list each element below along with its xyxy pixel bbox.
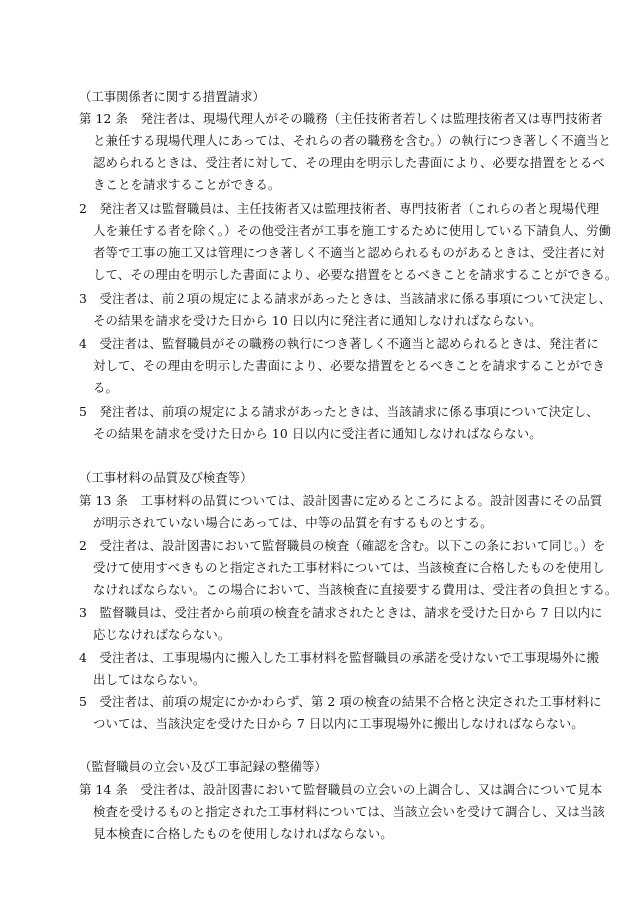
section-heading: （工事材料の品質及び検査等） bbox=[79, 470, 253, 485]
article-first-line: 第 12 条 発注者は、現場代理人がその職務（主任技術者若しくは監理技術者又は専門技術者 bbox=[79, 111, 603, 126]
paragraph-text-line: 応じなければならない。 bbox=[93, 627, 231, 642]
section-heading: （監督職員の立会い及び工事記録の整備等） bbox=[79, 759, 327, 774]
paragraph-text-line: 人を兼任する者を除く。）その他受注者が工事を施工するために使用している下請負人、労働 bbox=[93, 223, 612, 238]
article-text-line: が明示されていない場合にあっては、中等の品質を有するものとする。 bbox=[93, 515, 493, 530]
paragraph-text-line: 受けて使用すべきものと指定された工事材料については、当該検査に合格したものを使用し bbox=[93, 560, 605, 575]
article-text-line: きことを請求することができる。 bbox=[93, 177, 281, 192]
paragraph-first-line: 3 受注者は、前２項の規定による請求があったときは、当該請求に係る事項について決定し、 bbox=[79, 291, 612, 306]
article-text-line: 検査を受けるものと指定された工事材料については、当該立会いを受けて調合し、又は当該 bbox=[93, 804, 605, 819]
paragraph-text-line: ついては、当該決定を受けた日から 7 日以内に工事現場外に搬出しなければならない。 bbox=[93, 716, 584, 731]
paragraph-text-line: その結果を請求を受けた日から 10 日以内に発注者に通知しなければならない。 bbox=[93, 313, 542, 328]
paragraph-first-line: 3 監督職員は、受注者から前項の検査を請求されたときは、請求を受けた日から 7 日以内に bbox=[79, 605, 603, 620]
article-text-line: と兼任する現場代理人にあっては、それらの者の職務を含む。）の執行につき著しく不適当と bbox=[93, 133, 612, 148]
paragraph-text-line: その結果を請求を受けた日から 10 日以内に受注者に通知しなければならない。 bbox=[93, 426, 542, 441]
paragraph-text-line: 対して、その理由を明示した書面により、必要な措置をとるべきことを請求することができ bbox=[93, 358, 605, 373]
paragraph-first-line: 2 発注者又は監督職員は、主任技術者又は監理技術者、専門技術者（これらの者と現場代理 bbox=[79, 201, 600, 216]
paragraph-text-line: して、その理由を明示した書面により、必要な措置をとるべきことを請求することができる。 bbox=[93, 267, 618, 282]
paragraph-text-line: る。 bbox=[93, 380, 118, 395]
paragraph-first-line: 4 受注者は、監督職員がその職務の執行につき著しく不適当と認められるときは、発注者に bbox=[79, 336, 599, 351]
paragraph-first-line: 2 受注者は、設計図書において監督職員の検査（確認を含む。以下この条において同じ。）を bbox=[79, 538, 606, 553]
paragraph-text-line: なければならない。この場合において、当該検査に直接要する費用は、受注者の負担とする。 bbox=[93, 582, 618, 597]
paragraph-text-line: 出してはならない。 bbox=[93, 672, 206, 687]
paragraph-first-line: 4 受注者は、工事現場内に搬入した工事材料を監督職員の承諾を受けないで工事現場外に搬 bbox=[79, 650, 600, 665]
article-text-line: 見本検査に合格したものを使用しなければならない。 bbox=[93, 826, 393, 841]
article-text-line: 認められるときは、受注者に対して、その理由を明示した書面により、必要な措置をとるべ bbox=[93, 155, 605, 170]
section-heading: （工事関係者に関する措置請求） bbox=[79, 89, 265, 104]
paragraph-first-line: 5 発注者は、前項の規定による請求があったときは、当該請求に係る事項について決定し、 bbox=[79, 404, 599, 419]
paragraph-text-line: 者等で工事の施工又は管理につき著しく不適当と認められるものがあるときは、受注者に対 bbox=[93, 245, 605, 260]
article-first-line: 第 14 条 受注者は、設計図書において監督職員の立会いの上調合し、又は調合について見本 bbox=[79, 782, 603, 797]
article-first-line: 第 13 条 工事材料の品質については、設計図書に定めるところによる。設計図書にその品質 bbox=[79, 493, 603, 508]
paragraph-first-line: 5 受注者は、前項の規定にかかわらず、第 2 項の検査の結果不合格と決定された工事材料に bbox=[79, 694, 602, 709]
